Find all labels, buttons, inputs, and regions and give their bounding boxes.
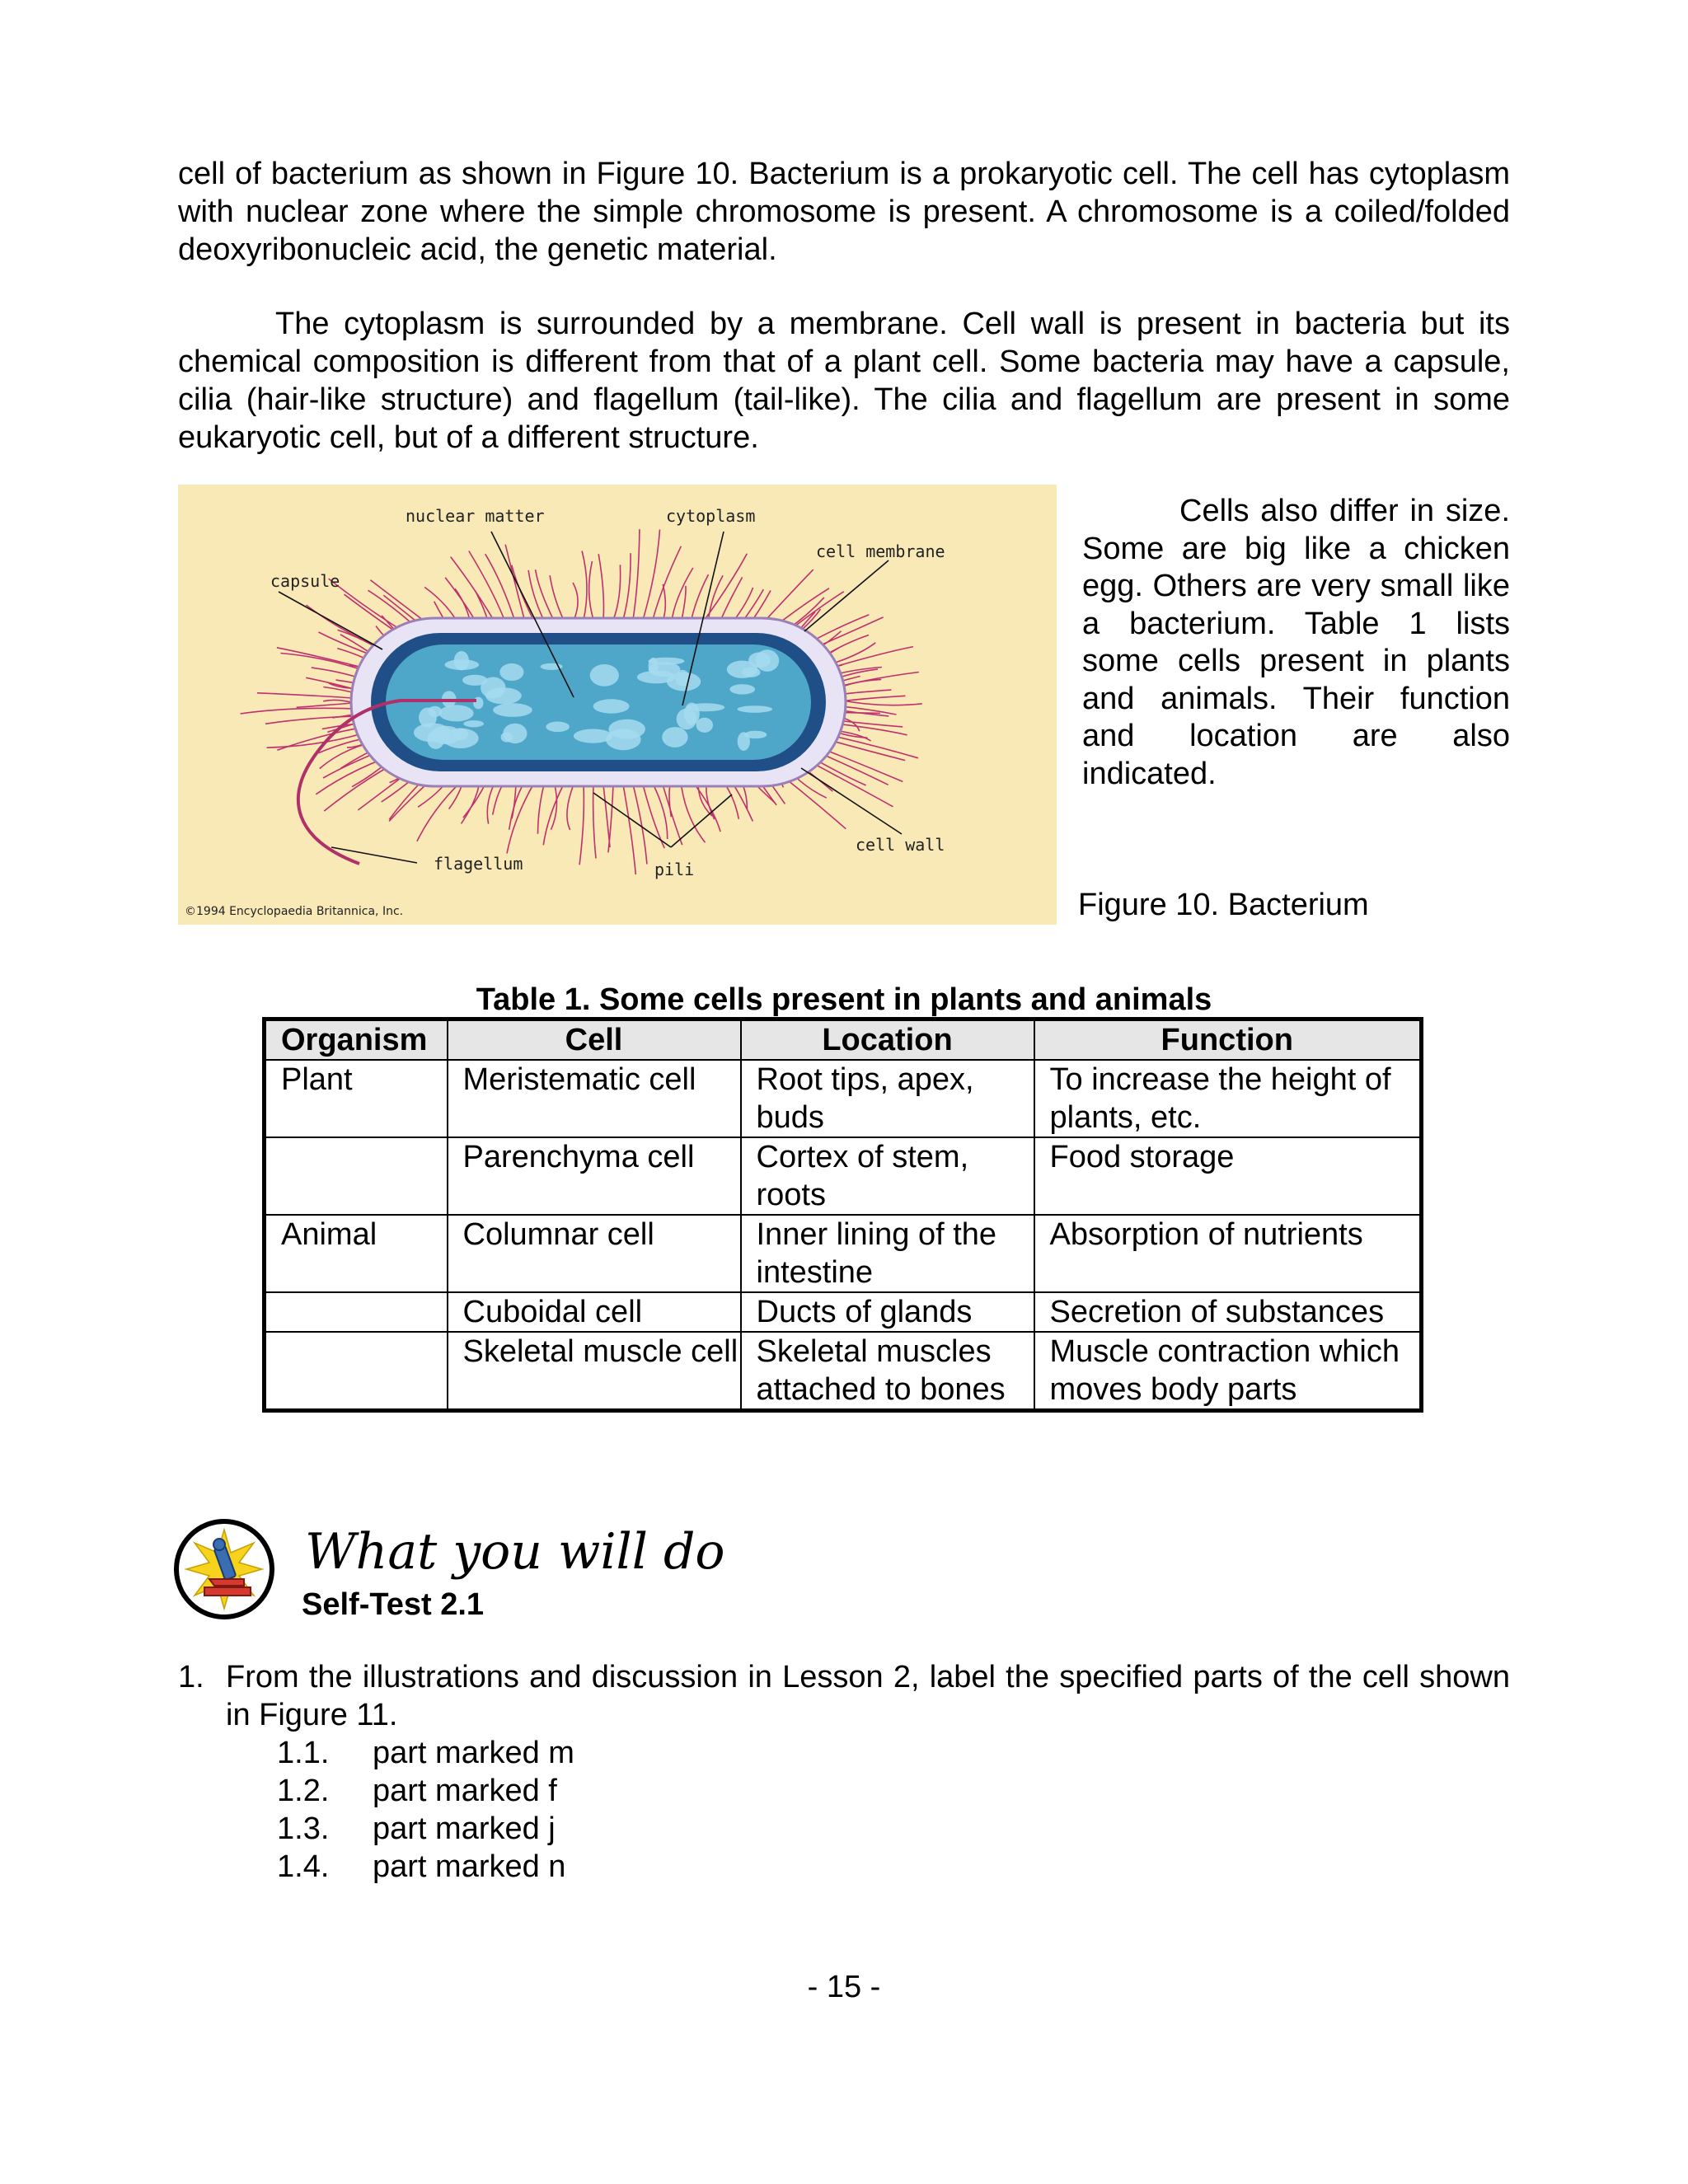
cell-function: To increase the height of plants, etc. [1034, 1060, 1422, 1137]
label-flagellum: flagellum [434, 854, 523, 874]
pilus [593, 785, 596, 859]
label-pili: pili [654, 860, 695, 879]
nuclear-blob [729, 684, 755, 694]
cell-type: Skeletal muscle cell [448, 1332, 741, 1411]
nuclear-blob [463, 720, 484, 727]
pilus [643, 783, 665, 848]
label-nuclear-matter: nuclear matter [406, 506, 545, 526]
cell-type: Columnar cell [448, 1215, 741, 1292]
pilus [538, 782, 545, 833]
sub-question [277, 1810, 556, 1848]
pilus [257, 693, 363, 699]
table-row [265, 1292, 1422, 1332]
nuclear-blob [499, 663, 523, 681]
sub-question-number: 1.2. [277, 1774, 330, 1808]
label-cell-membrane: cell membrane [816, 541, 945, 561]
pilus [505, 545, 525, 624]
pilus [633, 784, 647, 865]
nuclear-blob [756, 649, 780, 672]
cell-location: Ducts of glands [741, 1292, 1034, 1332]
sub-question-text: part marked m [373, 1736, 574, 1770]
pilus [643, 530, 660, 621]
copyright-notice: ©1994 Encyclopaedia Britannica, Inc. [185, 905, 404, 918]
pilus [681, 780, 706, 843]
question-number: 1. [178, 1660, 204, 1694]
cell-location: Skeletal muscles attached to bones [741, 1332, 1034, 1411]
pilus [589, 561, 593, 620]
nuclear-blob [445, 659, 480, 670]
label-cytoplasm: cytoplasm [666, 506, 756, 526]
pilus [662, 781, 682, 845]
cell-function: Food storage [1034, 1137, 1422, 1215]
question-text: From the illustrations and discussion in Lesson 2, label the specified parts of the cell shown in Figure 11. [226, 1660, 1510, 1732]
nuclear-blob [473, 697, 483, 710]
table-row [265, 1332, 1422, 1411]
nuclear-blob [738, 705, 773, 713]
cell-function: Muscle contraction which moves body parts [1034, 1332, 1422, 1411]
nuclear-blob [574, 729, 612, 743]
cell-location: Cortex of stem, roots [741, 1137, 1034, 1215]
header-function: Function [1034, 1019, 1422, 1061]
nuclear-blob [546, 722, 570, 733]
nuclear-blob [590, 664, 619, 687]
pilus [543, 784, 564, 846]
sub-question-number: 1.4. [277, 1849, 330, 1884]
header-organism: Organism [265, 1019, 448, 1061]
cell-organism [265, 1292, 448, 1332]
cell-organism [265, 1137, 448, 1215]
pilus [567, 785, 574, 831]
header-cell: Cell [448, 1019, 741, 1061]
sub-question [277, 1848, 565, 1886]
cell-function: Secretion of substances [1034, 1292, 1422, 1332]
pilus [573, 583, 578, 621]
cell-organism: Plant [265, 1060, 448, 1137]
nuclear-blob [649, 658, 685, 665]
nuclear-blob [462, 675, 487, 686]
cell-type: Meristematic cell [448, 1060, 741, 1137]
section-title: What you will do [305, 1523, 725, 1581]
nuclear-blob [677, 709, 697, 730]
pilus [579, 785, 584, 865]
pilus [582, 551, 587, 621]
sub-question [277, 1734, 574, 1772]
sub-question-text: part marked n [373, 1849, 566, 1884]
self-test-heading: Self-Test 2.1 [302, 1587, 485, 1622]
pilus [834, 699, 922, 705]
bacterium-figure [178, 485, 1057, 925]
nuclear-blob [593, 699, 630, 713]
pilus [623, 553, 631, 620]
pilus [603, 785, 610, 847]
nuclear-blob [608, 719, 645, 739]
label-cell-wall: cell wall [856, 835, 945, 855]
figure-caption: Figure 10. Bacterium [1078, 888, 1369, 922]
nuclear-blob [485, 687, 522, 704]
label-capsule: capsule [270, 571, 340, 591]
nuclear-blob [439, 705, 474, 721]
paragraph-cytoplasm: The cytoplasm is surrounded by a membrane. Cell wall is present in bacteria but its chemical composition is different from that of a plant cell. Some bacteria may have a capsule, cilia (hair-like structure) and flagellum (tail-like). The cilia and flagellum are present in some eukaryotic cell, but of a different structure. [178, 307, 1510, 455]
pilus [598, 554, 603, 620]
nuclear-blob [687, 703, 725, 711]
sub-question-number: 1.1. [277, 1736, 330, 1770]
cell-function: Absorption of nutrients [1034, 1215, 1422, 1292]
page-number: - 15 - [807, 1970, 881, 2004]
sub-question-text: part marked j [373, 1811, 556, 1846]
pilus [550, 575, 564, 621]
nuclear-blob [742, 668, 761, 677]
cell-location: Inner lining of the intestine [741, 1215, 1034, 1292]
table-header-row [265, 1019, 1422, 1061]
pilus [613, 565, 621, 620]
nuclear-blob [414, 723, 451, 742]
table-row [265, 1060, 1422, 1137]
table-title: Table 1. Some cells present in plants and animals [476, 982, 1212, 1017]
cell-type: Parenchyma cell [448, 1137, 741, 1215]
sub-question-text: part marked f [373, 1774, 557, 1808]
paragraph-bacterium-intro: cell of bacterium as shown in Figure 10. Bacterium is a prokaryotic cell. The cell has cytoplasm with nuclear zone where the simple chromosome is present. A chromosome is a coiled/folded deoxyribonucleic acid, the genetic material. [178, 157, 1510, 267]
pilus [241, 708, 363, 714]
pilus [469, 551, 507, 626]
question-1 [178, 1658, 1510, 1734]
cells-table [262, 1017, 1423, 1413]
paragraph-cell-size: Cells also differ in size. Some are big like a chicken egg. Others are very small like a bacterium. Table 1 lists some cells present in plants and animals. Their function and location are also indicated. [1082, 494, 1510, 791]
cell-organism [265, 1332, 448, 1411]
sub-question [277, 1772, 557, 1810]
nuclear-blob [696, 718, 713, 733]
pilus [536, 569, 555, 621]
nuclear-blob [738, 732, 750, 751]
table-row [265, 1215, 1422, 1292]
nuclear-blob [493, 703, 532, 717]
pilus [623, 785, 635, 875]
sub-question-number: 1.3. [277, 1811, 330, 1846]
nuclear-blob [501, 732, 513, 742]
cell-organism: Animal [265, 1215, 448, 1292]
pilus [633, 529, 640, 621]
cell-location: Root tips, apex, buds [741, 1060, 1034, 1137]
nuclear-blob [662, 727, 687, 748]
microscope-icon [173, 1518, 275, 1620]
table-row [265, 1137, 1422, 1215]
cell-type: Cuboidal cell [448, 1292, 741, 1332]
header-location: Location [741, 1019, 1034, 1061]
